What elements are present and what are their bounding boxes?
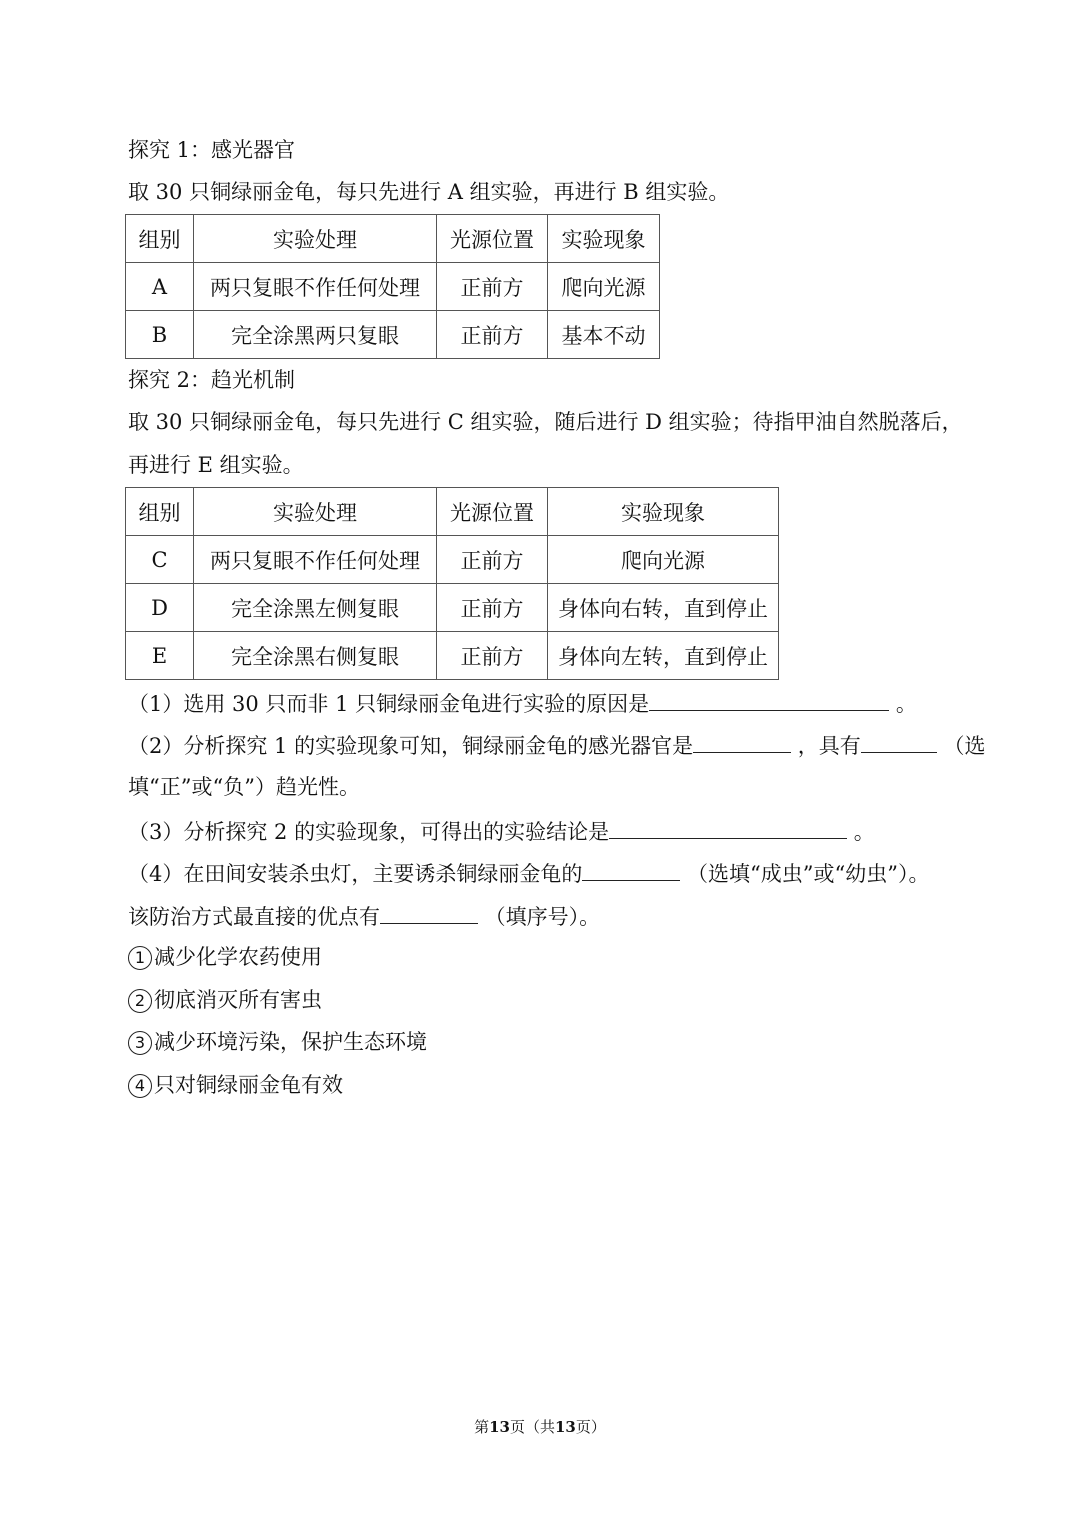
question-4-tail: （选填“成虫”或“幼虫”）。 <box>680 862 930 886</box>
answer-blank-2b[interactable] <box>861 730 937 753</box>
option-4 <box>128 1071 343 1099</box>
cell: 两只复眼不作任何处理 <box>194 536 437 584</box>
table-row <box>126 584 779 632</box>
answer-blank-4b[interactable] <box>380 901 478 924</box>
page-footer <box>0 1416 1080 1437</box>
cell: A <box>126 263 194 311</box>
question-1-text: （1）选用 30 只而非 1 只铜绿丽金龟进行实验的原因是 <box>128 692 650 716</box>
cell: 爬向光源 <box>548 536 779 584</box>
footer-post: 页） <box>575 1418 606 1436</box>
header-light: 光源位置 <box>437 215 548 263</box>
cell: 身体向左转，直到停止 <box>548 632 779 680</box>
section2-intro-1: 取 30 只铜绿丽金龟，每只先进行 C 组实验，随后进行 D 组实验；待指甲油自然脱落后， <box>128 410 963 434</box>
table-row <box>126 536 779 584</box>
answer-blank-3[interactable] <box>609 816 847 839</box>
cell: 正前方 <box>437 584 548 632</box>
table-row <box>126 311 660 359</box>
question-2-tail: （选 <box>936 734 986 758</box>
cell: 正前方 <box>437 632 548 680</box>
section2-intro-2: 再进行 E 组实验。 <box>128 453 304 477</box>
table-header-row <box>126 215 660 263</box>
header-treatment: 实验处理 <box>194 488 437 536</box>
cell: 身体向右转，直到停止 <box>548 584 779 632</box>
cell: 爬向光源 <box>548 263 660 311</box>
question-2-cont: 填“正”或“负”）趋光性。 <box>128 775 360 799</box>
question-1 <box>128 688 917 718</box>
question-4-cont <box>128 901 600 931</box>
section2-heading: 探究 2：趋光机制 <box>128 368 296 392</box>
cell: 正前方 <box>437 263 548 311</box>
header-result: 实验现象 <box>548 215 660 263</box>
table-header-row <box>126 488 779 536</box>
question-4-text: （4）在田间安装杀虫灯，主要诱杀铜绿丽金龟的 <box>128 862 583 886</box>
question-4-cont-text: 该防治方式最直接的优点有 <box>128 905 380 929</box>
circled-number: 2 <box>128 989 152 1013</box>
cell: C <box>126 536 194 584</box>
circled-number: 3 <box>128 1031 152 1055</box>
cell: 完全涂黑右侧复眼 <box>194 632 437 680</box>
footer-mid: 页（共 <box>509 1418 555 1436</box>
section1-heading: 探究 1：感光器官 <box>128 138 296 162</box>
table-row <box>126 632 779 680</box>
question-2-mid: ，具有 <box>791 734 861 758</box>
circled-number: 1 <box>128 946 152 970</box>
header-group: 组别 <box>126 215 194 263</box>
cell: B <box>126 311 194 359</box>
option-2 <box>128 986 322 1014</box>
question-3 <box>128 816 875 846</box>
cell: 完全涂黑左侧复眼 <box>194 584 437 632</box>
option-text: 彻底消灭所有害虫 <box>154 988 322 1012</box>
answer-blank-4a[interactable] <box>582 858 680 881</box>
header-group: 组别 <box>126 488 194 536</box>
question-1-end: 。 <box>889 692 917 716</box>
page-total: 13 <box>555 1418 576 1436</box>
option-3 <box>128 1028 427 1056</box>
answer-blank-1[interactable] <box>649 688 889 711</box>
footer-pre: 第 <box>474 1418 490 1436</box>
question-3-end: 。 <box>847 820 875 844</box>
cell: 完全涂黑两只复眼 <box>194 311 437 359</box>
cell: 两只复眼不作任何处理 <box>194 263 437 311</box>
table-2 <box>125 487 779 680</box>
question-4-cont-end: （填序号）。 <box>478 905 601 929</box>
circled-number: 4 <box>128 1074 152 1098</box>
option-text: 减少环境污染，保护生态环境 <box>154 1030 427 1054</box>
page-number: 13 <box>489 1418 510 1436</box>
option-text: 只对铜绿丽金龟有效 <box>154 1073 343 1097</box>
cell: 正前方 <box>437 311 548 359</box>
table-1 <box>125 214 660 359</box>
option-1 <box>128 943 322 971</box>
cell: 基本不动 <box>548 311 660 359</box>
option-text: 减少化学农药使用 <box>154 945 322 969</box>
header-result: 实验现象 <box>548 488 779 536</box>
cell: E <box>126 632 194 680</box>
answer-blank-2a[interactable] <box>693 730 791 753</box>
header-light: 光源位置 <box>437 488 548 536</box>
cell: 正前方 <box>437 536 548 584</box>
question-3-text: （3）分析探究 2 的实验现象，可得出的实验结论是 <box>128 820 610 844</box>
question-2-text: （2）分析探究 1 的实验现象可知，铜绿丽金龟的感光器官是 <box>128 734 694 758</box>
question-2 <box>128 730 985 760</box>
cell: D <box>126 584 194 632</box>
table-row <box>126 263 660 311</box>
section1-intro: 取 30 只铜绿丽金龟，每只先进行 A 组实验，再进行 B 组实验。 <box>128 180 730 204</box>
question-4 <box>128 858 929 888</box>
header-treatment: 实验处理 <box>194 215 437 263</box>
